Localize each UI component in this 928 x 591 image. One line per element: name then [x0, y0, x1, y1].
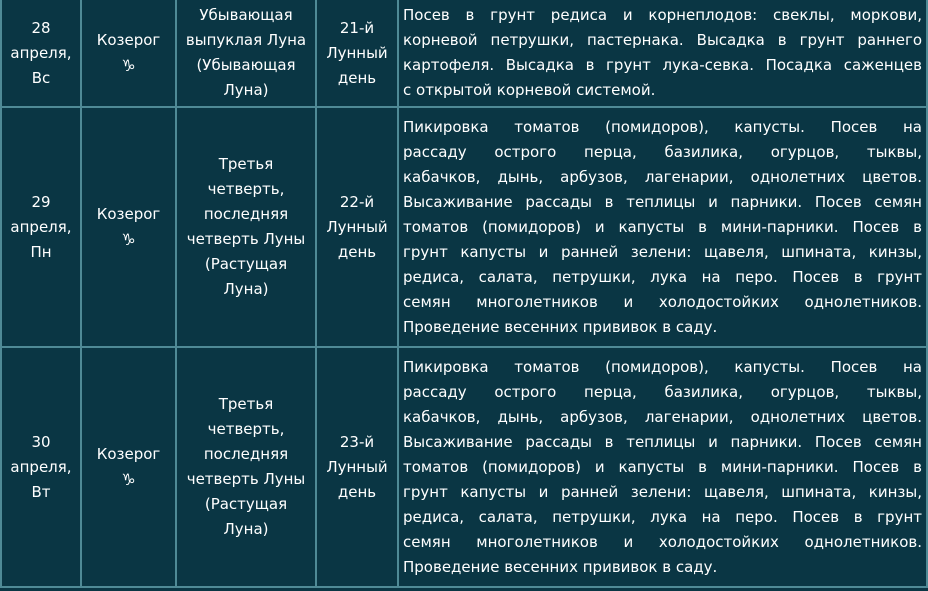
- phase-line: Луна): [223, 280, 269, 298]
- weekday: Вт: [31, 482, 51, 501]
- garden-work-cell: [398, 347, 927, 587]
- phase-line: Третья: [218, 395, 274, 413]
- phase-line: последняя: [203, 445, 289, 463]
- lunar-day-label: день: [337, 482, 377, 501]
- work-text: Высаживание рассады в теплицы и парники. Посев семян: [403, 192, 922, 211]
- calendar-body: [1, 0, 927, 587]
- zodiac-name: Козерог: [96, 444, 161, 463]
- date-month: апреля,: [10, 457, 72, 476]
- phase-line: Убывающая: [199, 6, 293, 24]
- work-text: Проведение весенних прививок в саду.: [403, 317, 718, 336]
- zodiac-name: Козерог: [96, 204, 161, 223]
- moon-phase-cell: [176, 0, 316, 107]
- phase-line: последняя: [203, 205, 289, 223]
- work-text: Высаживание рассады в теплицы и парники. Посев семян: [403, 432, 922, 451]
- lunar-day-label: Лунный: [326, 217, 388, 236]
- lunar-day-label: день: [337, 242, 377, 261]
- phase-line: Луна): [223, 520, 269, 538]
- phase-line: четверть Луны: [186, 470, 306, 488]
- capricorn-icon: ♑: [121, 55, 136, 75]
- lunar-day-cell: [316, 107, 398, 347]
- work-text: с открытой корневой системой.: [403, 81, 656, 99]
- work-text: грунт капусты и ранней зелени: щавеля, шпината, кинзы,: [403, 242, 922, 261]
- lunar-day-cell: [316, 0, 398, 107]
- date-cell: [1, 0, 81, 107]
- date-cell: [1, 347, 81, 587]
- work-text: томатов (помидоров) и капусты в мини-парники. Посев в: [403, 217, 922, 236]
- date-day: 28: [31, 18, 51, 37]
- phase-line: Третья: [218, 155, 274, 173]
- date-day: 29: [31, 192, 51, 211]
- lunar-day-label: Лунный: [326, 43, 388, 62]
- garden-work-cell: [398, 107, 927, 347]
- phase-line: Луна): [223, 81, 269, 99]
- work-text: семян многолетников и холодостойких однолетников.: [403, 532, 922, 551]
- weekday: Вс: [31, 68, 51, 87]
- weekday: Пн: [30, 242, 52, 261]
- work-text: Пикировка томатов (помидоров), капусты. Посев на: [403, 357, 922, 376]
- moon-phase-cell: [176, 107, 316, 347]
- date-month: апреля,: [10, 43, 72, 62]
- lunar-day-number: 22-й: [339, 192, 375, 211]
- phase-line: четверть,: [207, 420, 285, 438]
- phase-line: четверть Луны: [186, 230, 306, 248]
- work-text: Проведение весенних прививок в саду.: [403, 557, 718, 576]
- work-text: корневой петрушки, пастернака. Высадка в грунт раннего: [403, 31, 922, 49]
- work-text: рассаду острого перца, базилика, огурцов, тыквы,: [403, 142, 922, 161]
- work-text: рассаду острого перца, базилика, огурцов, тыквы,: [403, 382, 922, 401]
- date-month: апреля,: [10, 217, 72, 236]
- lunar-day-label: Лунный: [326, 457, 388, 476]
- work-text: Пикировка томатов (помидоров), капусты. Посев на: [403, 117, 922, 136]
- table-row: [1, 347, 927, 587]
- work-text: редиса, салата, петрушки, лука на перо. Посев в грунт: [403, 507, 922, 526]
- work-text: томатов (помидоров) и капусты в мини-парники. Посев в: [403, 457, 922, 476]
- table-row: [1, 0, 927, 107]
- zodiac-cell: [81, 0, 176, 107]
- work-text: семян многолетников и холодостойких однолетников.: [403, 292, 922, 311]
- lunar-day-cell: [316, 347, 398, 587]
- zodiac-cell: [81, 347, 176, 587]
- work-text: кабачков, дынь, арбузов, лагенарии, однолетних цветов.: [403, 167, 922, 186]
- phase-line: (Растущая: [204, 495, 288, 513]
- date-cell: [1, 107, 81, 347]
- zodiac-cell: [81, 107, 176, 347]
- phase-line: (Убывающая: [196, 56, 296, 74]
- work-text: картофеля. Высадка в грунт лука-севка. Посадка саженцев: [403, 56, 922, 74]
- capricorn-icon: ♑: [121, 469, 136, 489]
- work-text: Посев в грунт редиса и корнеплодов: свеклы, моркови,: [403, 6, 922, 24]
- work-text: грунт капусты и ранней зелени: щавеля, шпината, кинзы,: [403, 482, 922, 501]
- capricorn-icon: ♑: [121, 229, 136, 249]
- moon-phase-cell: [176, 347, 316, 587]
- lunar-day-number: 21-й: [339, 18, 375, 37]
- garden-work-cell: [398, 0, 927, 107]
- work-text: кабачков, дынь, арбузов, лагенарии, однолетних цветов.: [403, 407, 922, 426]
- phase-line: (Растущая: [204, 255, 288, 273]
- work-text: редиса, салата, петрушки, лука на перо. Посев в грунт: [403, 267, 922, 286]
- zodiac-name: Козерог: [96, 30, 161, 49]
- date-day: 30: [31, 432, 51, 451]
- lunar-day-label: день: [337, 68, 377, 87]
- phase-line: четверть,: [207, 180, 285, 198]
- lunar-day-number: 23-й: [339, 432, 375, 451]
- table-row: [1, 107, 927, 347]
- phase-line: выпуклая Луна: [185, 31, 307, 49]
